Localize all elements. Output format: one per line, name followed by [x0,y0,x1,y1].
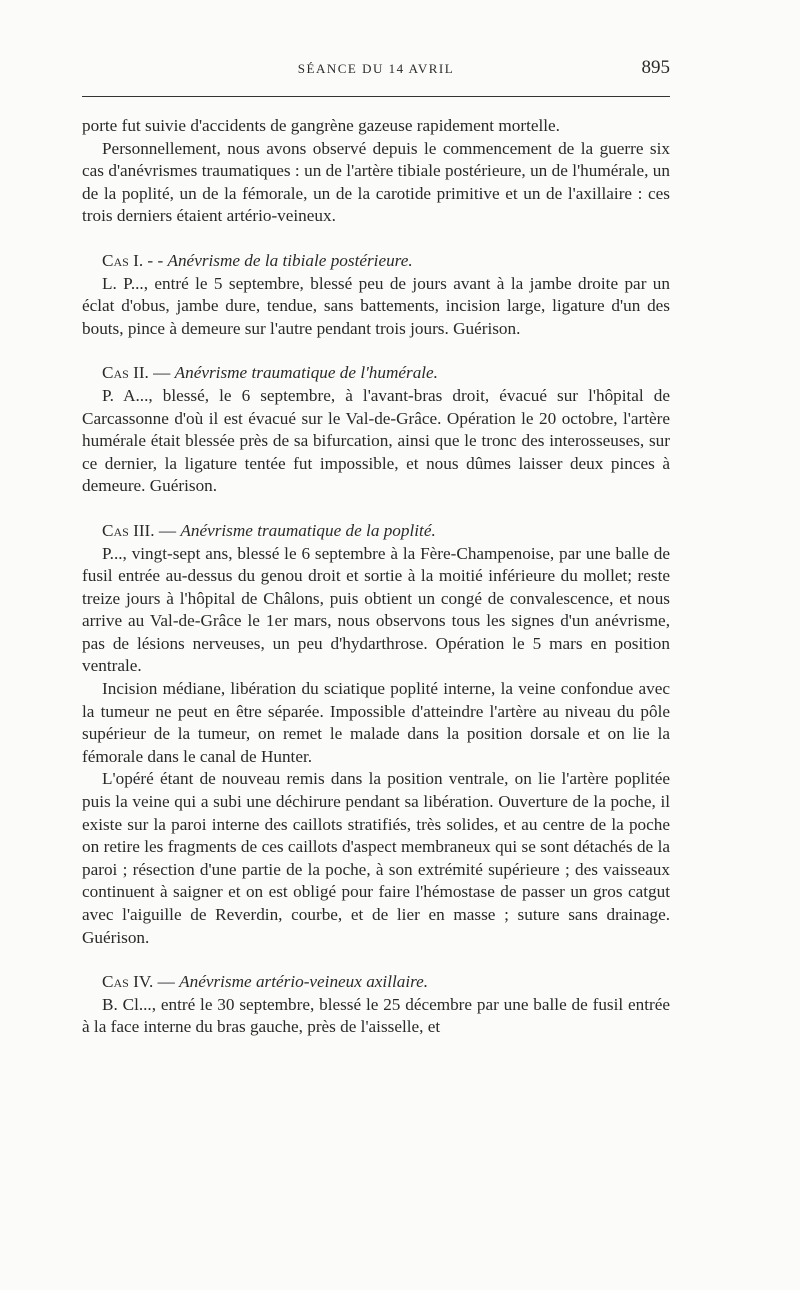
case-dash-2: — [148,363,175,383]
case-label-1: Cas I. [102,250,144,270]
case-heading-2 [82,362,670,385]
case-title-3: Anévrisme traumatique de la poplité. [180,520,436,540]
case-heading-1 [82,250,670,273]
case-label-3: Cas III. [102,520,155,540]
case-title-4: Anévrisme artério-veineux axillaire. [179,972,429,992]
case-heading-3 [82,520,670,543]
case-label-4: Cas IV. [102,972,154,992]
running-title: SÉANCE DU 14 AVRIL [297,61,455,76]
case-text-1: L. P..., entré le 5 septembre, blessé peu de jours avant à la jambe droite par un éclat d'obus, jambe dure, tendue, sans battements, incision large, ligature d'un des bouts, pince à demeure sur l'autre pendant trois jours. Guérison. [82,273,670,338]
case-text-3c: L'opéré étant de nouveau remis dans la position ventrale, on lie l'artère poplitée puis la veine qui a subi une déchirure pendant sa libération. Ouverture de la poche, il existe sur la paroi interne des caillots stratifiés, très solides, et au centre de la poche on retire les fragments de ces caillots d'aspect membraneux qui se sont détachés de la paroi ; résection d'une partie de la poche, à son extrémité supérieure ; des vaisseaux continuent à saigner et on est obligé pour faire l'hémostase de passer un gros catgut avec l'aiguille de Reverdin, courbe, et de lier en masse ; suture sans drainage. Guérison. [82,769,670,947]
paragraph-intro: Personnellement, nous avons observé depuis le commencement de la guerre six cas d'anévrismes traumatiques : un de l'artère tibiale postérieure, un de l'humérale, un de la poplité, un de la fémorale, un de la carotide primitive et un de l'axillaire : ces trois derniers étaient artério-veineux. [82,138,670,226]
page-header [82,55,670,85]
case-title-1: Anévrisme de la tibiale postérieure. [167,250,413,270]
case-text-3a: P..., vingt-sept ans, blessé le 6 septembre à la Fère-Champenoise, par une balle de fusil entrée au-dessus du genou droit et sortie à la moitié inférieure du mollet; reste treize jours à l'hôpital de Châlons, puis obtient un congé de convalescence, et nous arrive au Val-de-Grâce le 1er mars, nous observons tous les signes d'un anévrisme, pas de lésions nerveuses, un peu d'hydarthrose. Opération le 5 mars en position ventrale. [82,543,670,676]
case-label-2: Cas II. [102,363,149,383]
case-dash-3: — [154,520,181,540]
case-dash-1: - - [143,250,168,270]
page-body [82,115,670,1039]
case-heading-4 [82,971,670,994]
case-text-4: B. Cl..., entré le 30 septembre, blessé le 25 décembre par une balle de fusil entrée à la face interne du bras gauche, près de l'aisselle, et [82,994,670,1037]
header-rule [82,96,670,97]
page-number: 895 [641,57,670,78]
case-dash-4: — [153,972,180,992]
case-title-2: Anévrisme traumatique de l'humérale. [174,363,438,383]
case-text-3b: Incision médiane, libération du sciatique poplité interne, la veine confondue avec la tumeur ne peut en être séparée. Impossible d'atteindre l'artère au niveau du pôle supérieur de la tumeur, on remet le malade dans la position dorsale et on lie la fémorale dans le canal de Hunter. [82,679,670,766]
paragraph-continuation: porte fut suivie d'accidents de gangrène gazeuse rapidement mortelle. [82,116,560,135]
case-text-2: P. A..., blessé, le 6 septembre, à l'avant-bras droit, évacué sur l'hôpital de Carcassonne d'où il est évacué sur le Val-de-Grâce. Opération le 20 octobre, l'artère humérale était blessée près de sa bifurcation, ainsi que le tronc des interosseuses, sur ce dernier, la ligature tentée fut impossible, et nous dûmes laisser deux pinces à demeure. Guérison. [82,385,670,496]
